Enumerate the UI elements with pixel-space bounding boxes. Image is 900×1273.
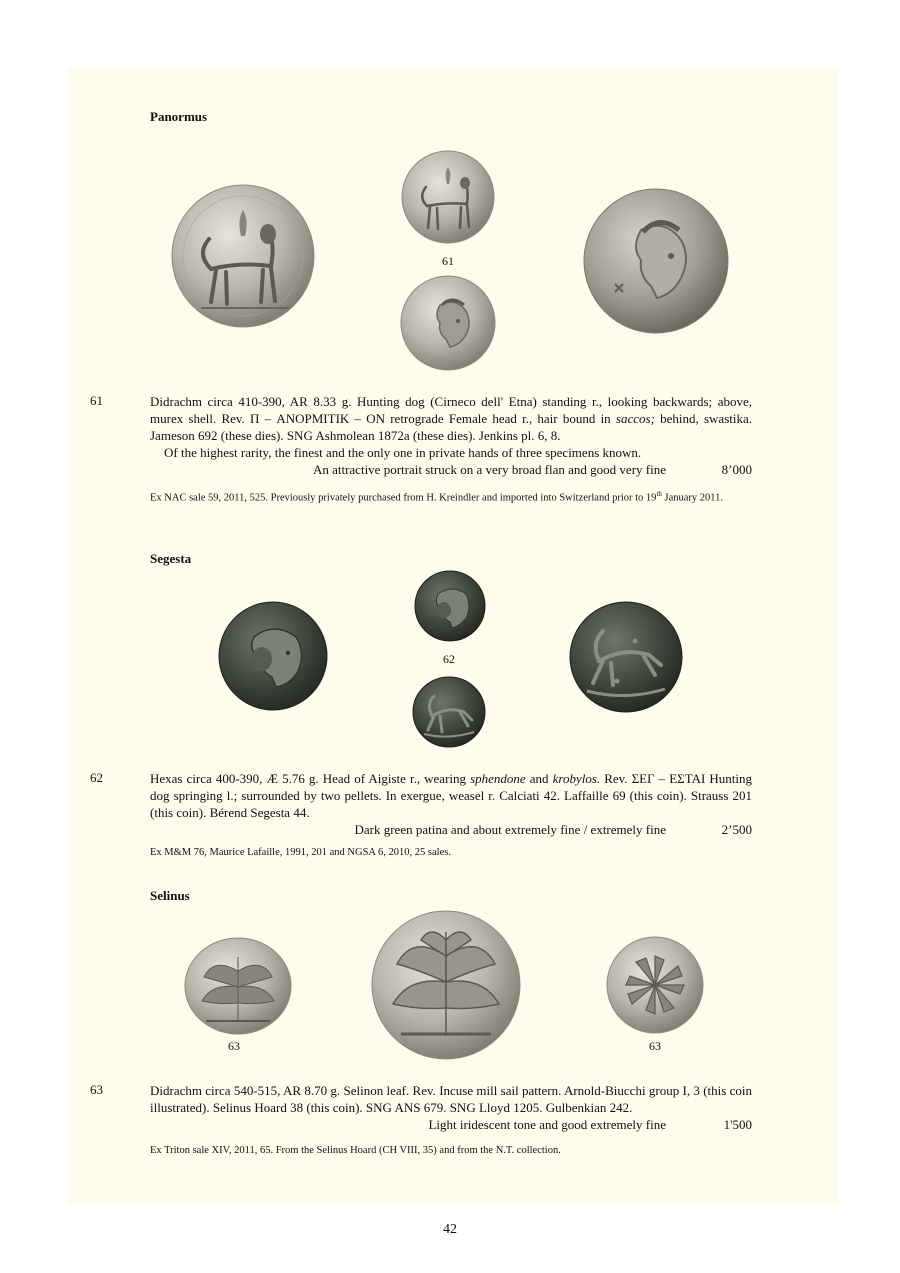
coin-62-reverse-small-image	[412, 676, 486, 748]
lot-61-desc-part1: Didrachm circa 410-390, AR 8.33 g. Hunting dog (Cirneco dell' Etna) standing r., looking backwards; above, murex shell. Rev. Π – ANOPMITIK – ON retrograde Female head r., hair bound in	[150, 394, 752, 426]
image-label-62: 62	[443, 652, 455, 666]
lot-62-desc-b: sphendone	[470, 771, 526, 786]
lot-61-desc-italic: saccos;	[615, 411, 655, 426]
lot-62-estimate: 2’500	[721, 822, 752, 837]
lot-62-desc-c: and	[529, 771, 549, 786]
lot-61-grade-line	[150, 461, 752, 478]
lot-62-grade: Dark green patina and about extremely fine / extremely fine	[354, 822, 666, 837]
section-heading-segesta: Segesta	[150, 551, 192, 566]
coin-62-obverse-large-image	[218, 601, 328, 711]
coin-63-obverse-small-image	[184, 937, 292, 1035]
image-label-63-left: 63	[228, 1039, 240, 1053]
lot-63-provenance: Ex Triton sale XIV, 2011, 65. From the Selinus Hoard (CH VIII, 35) and from the N.T. collection.	[150, 1145, 561, 1156]
lot-number-61: 61	[90, 393, 103, 408]
lot-61-provenance	[150, 487, 752, 506]
lot-61-provenance-sup: th	[656, 490, 662, 498]
lot-61-provenance-end: January 2011.	[664, 492, 724, 504]
coin-62-reverse-large-image	[569, 601, 683, 713]
lot-61-description	[150, 393, 752, 478]
lot-62-description	[150, 770, 752, 838]
lot-62-desc-a: Hexas circa 400-390, Æ 5.76 g. Head of Aigiste r., wearing	[150, 771, 467, 786]
coin-63-obverse-large-image	[371, 910, 521, 1060]
lot-61-grade: An attractive portrait struck on a very broad flan and good very fine	[312, 462, 666, 477]
lot-62-desc-e: Rev. ΣΕΓ – ΕΣΤΑΙ Hunting dog springing l.; surrounded by two pellets. In exergue, weasel r. Calciati 42. Laffaille 69 (this coin). Strauss 201 (this coin). Bérend Segesta 44.	[150, 771, 753, 820]
image-label-63-right: 63	[649, 1039, 661, 1053]
lot-61-estimate: 8’000	[721, 462, 752, 477]
lot-61-provenance-text: Ex NAC sale 59, 2011, 525. Previously privately purchased from H. Kreindler and imported into Switzerland prior to 19	[150, 492, 657, 504]
section-heading-panormus: Panormus	[150, 109, 208, 124]
image-label-61: 61	[442, 254, 454, 268]
coin-62-obverse-small-image	[414, 570, 486, 642]
lot-61-desc-part2: behind, swastika. Jameson 692 (these dies). SNG Ashmolean 1872a (these dies). Jenkins pl. 6, 8.	[150, 411, 752, 443]
section-heading-selinus: Selinus	[150, 888, 190, 903]
coin-61-reverse-large-image	[583, 188, 729, 334]
lot-63-desc-text: Didrachm circa 540-515, AR 8.70 g. Selinon leaf. Rev. Incuse mill sail pattern. Arnold-Biucchi group I, 3 (this coin illustrated). Selinus Hoard 38 (this coin). SNG ANS 679. SNG Lloyd 1205. Gulbenkian 242.	[150, 1083, 752, 1115]
page-number: 42	[443, 1222, 457, 1237]
lot-62-provenance: Ex M&M 76, Maurice Lafaille, 1991, 201 and NGSA 6, 2010, 25 sales.	[150, 847, 451, 858]
lot-63-grade: Light iridescent tone and good extremely fine	[428, 1117, 666, 1132]
lot-number-63: 63	[90, 1082, 103, 1097]
lot-63-estimate: 1'500	[723, 1117, 752, 1132]
lot-62-desc-d: krobylos.	[552, 771, 601, 786]
coin-61-obverse-large-image	[171, 184, 315, 328]
lot-62-grade-line	[150, 821, 752, 838]
lot-number-62: 62	[90, 770, 103, 785]
coin-61-obverse-small-image	[401, 150, 495, 244]
lot-61-rarity: Of the highest rarity, the finest and the only one in private hands of three specimens known.	[164, 445, 642, 460]
lot-63-grade-line	[150, 1116, 752, 1133]
coin-63-reverse-image	[606, 936, 704, 1034]
lot-63-description	[150, 1082, 752, 1133]
coin-61-reverse-small-image	[400, 275, 496, 371]
